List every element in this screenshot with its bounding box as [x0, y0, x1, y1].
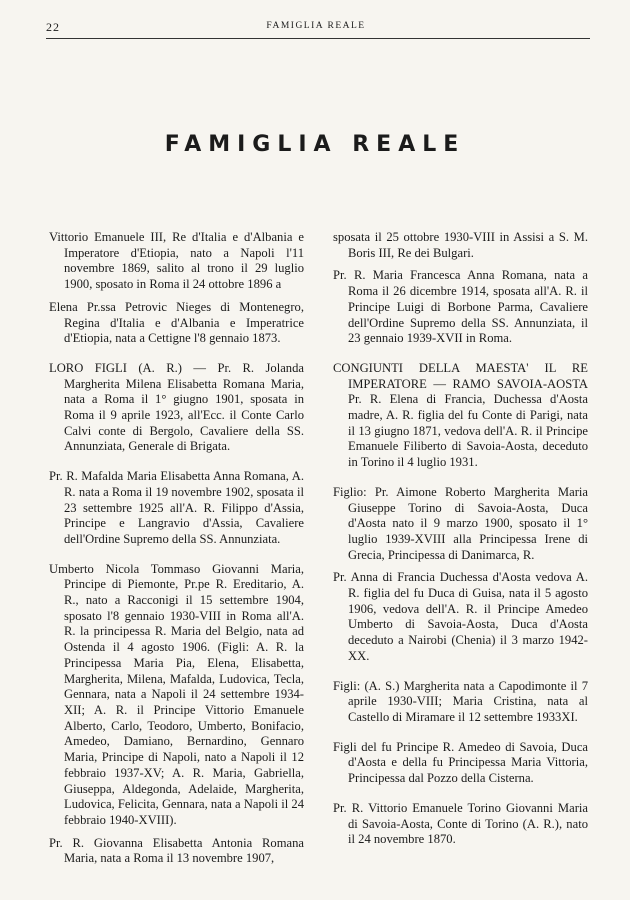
entry-giovanna: Pr. R. Giovanna Elisabetta Antonia Romana Maria, nata a Roma il 13 novembre 1907, [49, 835, 304, 866]
entry-aimone: Figlio: Pr. Aimone Roberto Margherita Maria Giuseppe Torino di Savoia-Aosta, Duca d'Aosta nato il 9 marzo 1900, sposato il 1° luglio 1939-XVIII alla Principessa Irene di Grecia, Principessa di Danimarca, R. [333, 484, 588, 562]
entry-anna: Pr. Anna di Francia Duchessa d'Aosta vedova A. R. figlia del fu Duca di Guisa, nata il 5 agosto 1906, vedova dell'A. R. il Principe Amedeo Umberto di Savoia-Aosta, Duca d'Aosta deceduto a Nairobi (Chenia) il 3 marzo 1942-XX. [333, 570, 588, 663]
entry-mafalda: Pr. R. Mafalda Maria Elisabetta Anna Romana, A. R. nata a Roma il 19 novembre 1902, sposata il 23 settembre 1925 all'A. R. Filippo d'Assia, Principe e Langravio d'Assia, Cavaliere dell'Ordine Supremo della SS. Annunziata. [49, 469, 304, 546]
entry-vittorio-torino: Pr. R. Vittorio Emanuele Torino Giovanni Maria di Savoia-Aosta, Conte di Torino (A. R.), nato il 24 novembre 1870. [333, 800, 588, 847]
entry-umberto: Umberto Nicola Tommaso Giovanni Maria, Principe di Piemonte, Pr.pe R. Ereditario, A. R., nato a Racconigi il 15 settembre 1904, sposato l'8 gennaio 1930-VIII in Roma all'A. R. la principessa R. Maria del Belgio, nata ad Ostenda il 4 agosto 1906. (Figli: A. R. la Principessa Maria Pia, Elena, Elisabetta, Margherita, Milena, Mafalda, Ludovica, Tecla, Gennara, nata a Napoli il 24 settembre 1934-XII; A. R. il Principe Vittorio Emanuele Alberto, Carlo, Teodoro, Umberto, Bonifacio, Amedeo, Damiano, Bernardino, Gennaro Maria, Principe di Napoli, nato a Napoli il 12 febbraio 1937-XV; A. R. Maria, Gabriella, Giuseppa, Aldegonda, Adelaide, Margherita, Ludovica, Felicita, Gennara, nata a Napoli il 24 febbraio 1940-XVIII). [49, 561, 304, 827]
page-header [46, 20, 586, 38]
running-title: FAMIGLIA REALE [266, 21, 366, 31]
entry-jolanda: LORO FIGLI (A. R.) — Pr. R. Jolanda Margherita Milena Elisabetta Romana Maria, nata a Roma il 1° giugno 1901, sposata in Roma il 9 aprile 1923, all'Ecc. il Conte Carlo Calvi conte di Bergolo, Cavaliere della SS. Annunziata, Generale di Brigata. [49, 360, 304, 454]
page-title: FAMIGLIA REALE [164, 132, 466, 157]
left-column [49, 230, 304, 874]
entry-queen: Elena Pr.ssa Petrovic Nieges di Montenegro, Regina d'Italia e d'Albania e Imperatrice d'Etiopia, nata a Cettigne l'8 gennaio 1873. [49, 299, 304, 346]
right-column [333, 230, 588, 855]
entry-giovanna-cont: sposata il 25 ottobre 1930-VIII in Assisi a S. M. Boris III, Re dei Bulgari. [333, 230, 588, 260]
entry-figli-amedeo: Figli del fu Principe R. Amedeo di Savoia, Duca d'Aosta e della fu Principessa Maria Vittoria, Principessa dal Pozzo della Cisterna. [333, 739, 588, 786]
entry-aosta-branch: CONGIUNTI DELLA MAESTA' IL RE IMPERATORE — RAMO SAVOIA-AOSTA Pr. R. Elena di Francia, Duchessa d'Aosta madre, A. R. figlia del fu Conte di Parigi, nata il 13 giugno 1871, vedova dell'A. R. il Principe Emanuele Filiberto di Savoia-Aosta, deceduto in Torino il 4 luglio 1931. [333, 360, 588, 470]
header-rule [46, 38, 590, 39]
entry-king: Vittorio Emanuele III, Re d'Italia e d'Albania e Imperatore d'Etiopia, nato a Napoli l'11 novembre 1869, salito al trono il 29 luglio 1900, sposato in Roma il 24 ottobre 1896 a [49, 230, 304, 292]
page-number: 22 [46, 20, 60, 34]
entry-figli-aosta: Figli: (A. S.) Margherita nata a Capodimonte il 7 aprile 1930-VIII; Maria Cristina, nata al Castello di Miramare il 12 settembre 1933XI. [333, 678, 588, 724]
entry-maria-francesca: Pr. R. Maria Francesca Anna Romana, nata a Roma il 26 dicembre 1914, sposata all'A. R. il Principe Luigi di Borbone Parma, Cavaliere dell'Ordine Supremo della SS. Annunziata, il 23 gennaio 1939-XVII in Roma. [333, 268, 588, 346]
